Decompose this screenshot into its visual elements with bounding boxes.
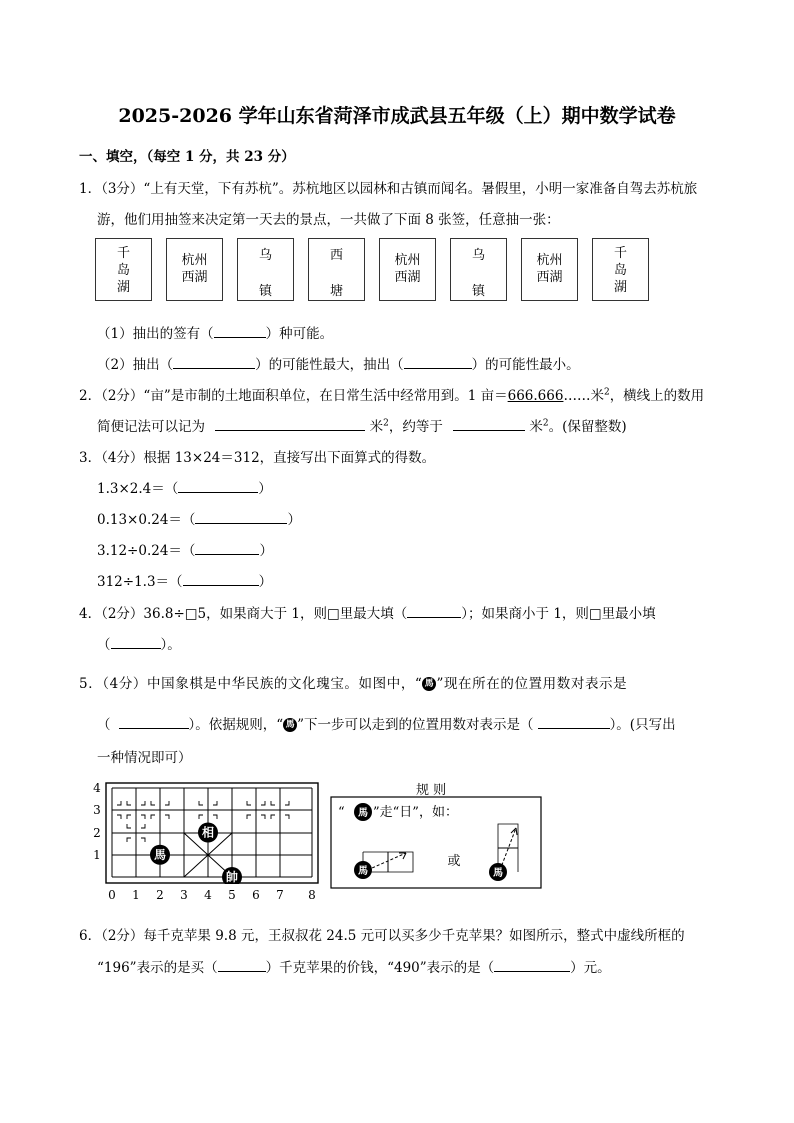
q3-item-4 <box>97 570 272 590</box>
text: ）的可能性最小。 <box>471 357 580 373</box>
text: 4．（2分）36.8÷□5，如果商大于 1，则□里最大填（ <box>79 606 408 622</box>
text: 5．（4分）中国象棋是中华民族的文化瑰宝。如图中，“ <box>79 676 423 692</box>
q3-item-2 <box>97 508 301 528</box>
superscript: 2 <box>383 418 389 429</box>
x-label: 5 <box>228 888 236 902</box>
answer-blank[interactable] <box>173 355 255 369</box>
lot-card-label: 塘 <box>329 284 343 299</box>
answer-blank[interactable] <box>494 958 570 972</box>
text: ）；如果商小于 1，则□里最小填 <box>461 606 656 622</box>
answer-blank[interactable] <box>119 715 189 729</box>
horse-piece-char: 馬 <box>358 808 368 819</box>
answer-blank[interactable] <box>218 958 266 972</box>
text: 米 <box>529 419 543 435</box>
y-label: 1 <box>93 848 101 862</box>
q1-sub2 <box>97 353 580 373</box>
x-label: 3 <box>180 888 188 902</box>
text: ……米 <box>563 388 604 404</box>
q2-line2 <box>97 415 627 435</box>
text: ）。 <box>160 637 181 653</box>
text: ，约等于 <box>388 419 443 435</box>
x-label: 4 <box>204 888 212 902</box>
lot-card-label: 镇 <box>471 284 485 299</box>
text: ）千克苹果的价钱，“490”表示的是（ <box>265 960 495 976</box>
q5-line3: 一种情况即可） <box>97 750 192 766</box>
text: 0.13×0.24＝（ <box>97 512 196 528</box>
q6-line1: 6．（2分）每千克苹果 9.8 元，王叔叔花 24.5 元可以买多少千克苹果？如图所示，整式中虚线所框的 <box>79 928 685 944</box>
y-label: 3 <box>93 803 101 817</box>
q3-line1: 3．（4分）根据 13×24＝312，直接写出下面算式的得数。 <box>79 450 436 466</box>
answer-blank[interactable] <box>215 417 365 431</box>
move-arrow <box>500 828 516 870</box>
q1-sub1 <box>97 322 333 342</box>
answer-blank[interactable] <box>195 510 287 524</box>
superscript: 2 <box>542 418 549 429</box>
text: ）的可能性最大，抽出（ <box>255 357 404 373</box>
text: 312÷1.3＝（ <box>97 574 183 590</box>
lot-card-label: 杭州 西湖 <box>394 253 421 285</box>
text: ） <box>287 512 301 528</box>
lot-card-label: 杭州 西湖 <box>181 253 208 285</box>
text: ） <box>258 574 273 590</box>
x-label: 8 <box>308 888 316 902</box>
x-label: 7 <box>276 888 284 902</box>
rules-box <box>330 796 544 890</box>
page-title: 2025-2026 学年山东省菏泽市成武县五年级（上）期中数学试卷 <box>118 105 676 127</box>
lot-card-label: 乌 <box>258 248 272 263</box>
q3-item-3 <box>97 539 273 559</box>
arrow-head <box>511 828 517 835</box>
lot-card-1 <box>95 238 152 301</box>
answer-blank[interactable] <box>453 417 525 431</box>
q5-line2 <box>97 713 676 733</box>
horse-piece-icon: 馬 <box>283 718 297 732</box>
q3-item-1 <box>97 477 272 497</box>
lot-card-3 <box>237 238 294 301</box>
text: ）种可能。 <box>265 326 334 342</box>
text: 1.3×2.4＝（ <box>97 481 179 497</box>
x-label: 2 <box>156 888 164 902</box>
lot-card-label: 千 岛 湖 <box>613 246 627 295</box>
horse-piece-char: 馬 <box>358 866 368 877</box>
q2-line1 <box>79 384 704 404</box>
q5-line1 <box>79 672 627 692</box>
rules-text: ”走“日”，如： <box>373 805 458 820</box>
text: 2．（2分）“亩”是市制的土地面积单位，在日常生活中经常用到。1 亩＝ <box>79 388 508 404</box>
q6-line2 <box>97 956 611 976</box>
y-axis-labels <box>93 781 101 862</box>
answer-blank[interactable] <box>538 715 610 729</box>
y-label: 4 <box>93 781 101 795</box>
section-heading: 一、填空，（每空 1 分，共 23 分） <box>79 149 295 165</box>
text: ）元。 <box>570 960 611 976</box>
chess-pieces <box>150 823 242 885</box>
text: ）。(只写出 <box>609 717 676 733</box>
q4-line2 <box>97 633 181 653</box>
horse-piece-icon: 馬 <box>422 677 436 691</box>
text: ”下一步可以走到的位置用数对表示是（ <box>297 717 534 733</box>
answer-blank[interactable] <box>183 572 259 586</box>
lot-card-label: 千 岛 湖 <box>116 246 130 295</box>
answer-blank[interactable] <box>195 541 259 555</box>
lot-card-label: 西 <box>329 248 343 263</box>
text: 简便记法可以记为 <box>97 419 205 435</box>
answer-blank[interactable] <box>404 355 472 369</box>
text: （ <box>97 717 111 733</box>
text: 米 <box>369 419 384 435</box>
text: （2）抽出（ <box>97 357 174 373</box>
horse-piece-char: 馬 <box>493 868 503 879</box>
x-label: 1 <box>132 888 140 902</box>
x-label: 6 <box>252 888 260 902</box>
underlined-number: 666.666 <box>507 388 564 404</box>
x-axis-labels <box>94 886 324 904</box>
y-label: 2 <box>93 826 101 840</box>
q1-line2: 游，他们用抽签来决定第一天去的景点，一共做了下面 8 张签，任意抽一张： <box>97 212 560 228</box>
text: （1）抽出的签有（ <box>97 326 214 342</box>
lot-card-label: 杭州 西湖 <box>536 253 563 285</box>
x-label: 0 <box>108 888 116 902</box>
lot-card-label: 镇 <box>258 284 272 299</box>
answer-blank[interactable] <box>407 604 461 618</box>
q4-line1 <box>79 602 656 622</box>
chess-piece-label: 相 <box>201 825 215 840</box>
chess-piece-label: 馬 <box>153 847 167 862</box>
rules-or: 或 <box>447 854 461 869</box>
text: ，横线上的数用 <box>609 388 705 404</box>
lot-card-8 <box>592 238 649 301</box>
rules-heading: 规 则 <box>416 783 447 798</box>
text: ） <box>258 481 272 497</box>
chess-piece-label: 帥 <box>225 870 239 884</box>
rules-quote-open: “ <box>338 805 345 820</box>
lot-card-label: 乌 <box>471 248 485 263</box>
lot-card-4 <box>308 238 365 301</box>
text: ”现在所在的位置用数对表示是 <box>436 676 628 692</box>
text: ）。依据规则，“ <box>188 717 284 733</box>
superscript: 2 <box>603 387 610 398</box>
lot-card-7 <box>521 238 578 301</box>
answer-blank[interactable] <box>178 479 258 493</box>
q1-line1: 1．（3分）“上有天堂，下有苏杭”。苏杭地区以园林和古镇而闻名。暑假里，小明一家准备自驾去苏杭旅 <box>79 181 698 197</box>
lot-card-2 <box>166 238 223 301</box>
answer-blank[interactable] <box>111 635 161 649</box>
text: “196”表示的是买（ <box>97 960 218 976</box>
answer-blank[interactable] <box>214 324 266 338</box>
lot-card-5 <box>379 238 436 301</box>
text: 。(保留整数) <box>548 419 627 435</box>
text: （ <box>97 637 111 653</box>
text: ） <box>259 543 273 559</box>
lot-card-6 <box>450 238 507 301</box>
chess-board <box>86 778 326 884</box>
text: 3.12÷0.24＝（ <box>97 543 196 559</box>
